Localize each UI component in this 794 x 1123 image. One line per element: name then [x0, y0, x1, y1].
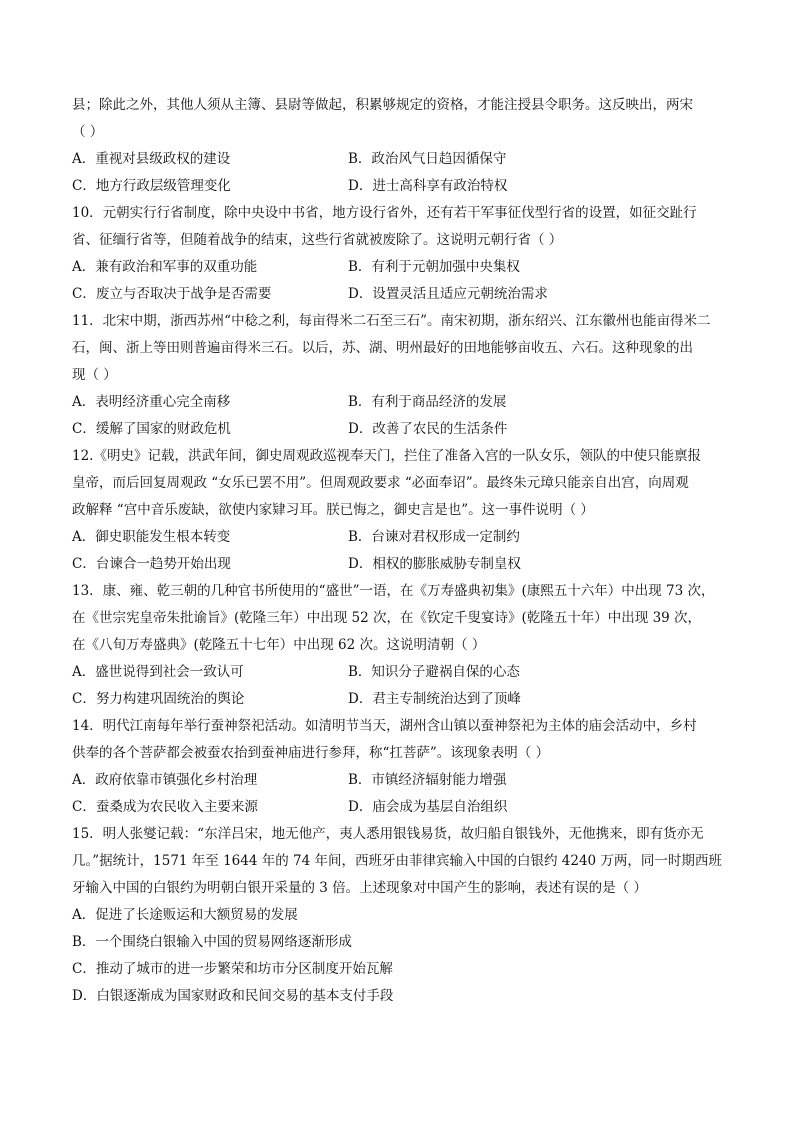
option-d[interactable]: D．设置灵活且适应元朝统治需求	[348, 286, 548, 302]
option-c[interactable]: C．努力构建巩固统治的舆论	[72, 691, 245, 707]
question-text-line: 15．明人张燮记载：“东洋吕宋，地无他产，夷人悉用银钱易货，故归船自银钱外，无他携来，即有货亦无	[72, 826, 704, 842]
option-c[interactable]: C．推动了城市的进一步繁荣和坊市分区制度开始瓦解	[72, 961, 393, 977]
option-a[interactable]: A．表明经济重心完全南移	[72, 394, 231, 410]
option-b[interactable]: B．知识分子避祸自保的心态	[348, 664, 520, 680]
option-row	[72, 281, 724, 308]
option-b[interactable]: B．市镇经济辐射能力增强	[348, 772, 507, 788]
option-row	[72, 929, 724, 956]
question-text-line: 牙输入中国的白银约为明朝白银开采量的 3 倍。上述现象对中国产生的影响，表述有误的是（ ）	[72, 880, 647, 896]
option-row	[72, 524, 724, 551]
question-13	[72, 578, 724, 713]
option-d[interactable]: D．白银逐渐成为国家财政和民间交易的基本支付手段	[72, 988, 394, 1004]
option-row	[72, 686, 724, 713]
option-c[interactable]: C．蚕桑成为农民收入主要来源	[72, 799, 258, 815]
option-a[interactable]: A．御史职能发生根本转变	[72, 529, 231, 545]
question-text-line: 现（ ）	[72, 367, 117, 383]
option-a[interactable]: A．重视对县级政权的建设	[72, 151, 231, 167]
option-row	[72, 794, 724, 821]
option-row	[72, 551, 724, 578]
option-row	[72, 659, 724, 686]
option-row	[72, 956, 724, 983]
question-text-line: 几。”据统计，1571 年至 1644 年的 74 年间，西班牙由菲律宾输入中国的白银约 4240 万两，同一时期西班	[72, 853, 722, 869]
question-14	[72, 713, 724, 821]
option-row	[72, 902, 724, 929]
option-b[interactable]: B．有利于商品经济的发展	[348, 394, 507, 410]
option-b[interactable]: B．台谏对君权形成一定制约	[348, 529, 520, 545]
question-10	[72, 200, 724, 308]
question-text-line: 在《世宗宪皇帝朱批谕旨》(乾隆三年）中出现 52 次，在《钦定千叟宴诗》(乾隆五十年）中出现 39 次，	[72, 610, 702, 626]
question-15	[72, 821, 724, 1010]
option-b[interactable]: B．一个围绕白银输入中国的贸易网络逐渐形成	[72, 934, 352, 950]
question-text-line: 11．北宋中期，浙西苏州“中稔之利，每亩得米二石至三石”。南宋初期，浙东绍兴、江东徽州也能亩得米二	[72, 313, 711, 329]
question-text-line: 10．元朝实行行省制度，除中央设中书省，地方设行省外，还有若干军事征伐型行省的设置，如征交趾行	[72, 205, 697, 221]
option-row	[72, 389, 724, 416]
question-9	[72, 92, 724, 200]
question-12	[72, 443, 724, 578]
option-c[interactable]: C．台谏合一趋势开始出现	[72, 556, 231, 572]
question-text-line: 省、征缅行省等，但随着战争的结束，这些行省就被废除了。这说明元朝行省（ ）	[72, 232, 563, 248]
question-text-line: 石，闽、浙上等田则普遍亩得米三石。以后，苏、湖、明州最好的田地能够亩收五、六石。这种现象的出	[72, 340, 693, 356]
option-d[interactable]: D．改善了农民的生活条件	[348, 421, 508, 437]
option-row	[72, 146, 724, 173]
option-d[interactable]: D．庙会成为基层自治组织	[348, 799, 508, 815]
question-text-line: 在《八旬万寿盛典》(乾隆五十七年）中出现 62 次。这说明清朝（ ）	[72, 637, 486, 653]
option-c[interactable]: C．缓解了国家的财政危机	[72, 421, 231, 437]
option-c[interactable]: C．废立与否取决于战争是否需要	[72, 286, 272, 302]
option-b[interactable]: B．有利于元朝加强中央集权	[348, 259, 520, 275]
question-text-line: 供奉的各个菩萨都会被蚕农抬到蚕神庙进行参拜，称“扛菩萨”。该现象表明（ ）	[72, 745, 550, 761]
question-text-line: 13．康、雍、乾三朝的几种官书所使用的“盛世”一语，在《万寿盛典初集》(康熙五十六年）中出现 73 次，	[72, 583, 715, 599]
option-a[interactable]: A．促进了长途贩运和大额贸易的发展	[72, 907, 298, 923]
option-a[interactable]: A．政府依靠市镇强化乡村治理	[72, 772, 258, 788]
option-d[interactable]: D．君主专制统治达到了顶峰	[348, 691, 521, 707]
question-text-line: 政解释 “宫中音乐废缺，欲使内家肄习耳。朕已悔之，御史言是也”。这一事件说明（ ）	[72, 502, 594, 518]
option-d[interactable]: D．进士高科享有政治特权	[348, 178, 508, 194]
option-a[interactable]: A．兼有政治和军事的双重功能	[72, 259, 258, 275]
option-row	[72, 767, 724, 794]
question-text-line: 县；除此之外，其他人须从主簿、县尉等做起，积累够规定的资格，才能注授县令职务。这反映出，两宋	[72, 97, 693, 113]
question-text-line: 14．明代江南每年举行蚕神祭祀活动。如清明节当天，湖州含山镇以蚕神祭祀为主体的庙会活动中，乡村	[72, 718, 697, 734]
question-11	[72, 308, 724, 443]
exam-page	[72, 92, 724, 1010]
option-row	[72, 173, 724, 200]
option-row	[72, 416, 724, 443]
question-text-line: 12.《明史》记载，洪武年间，御史周观政巡视奉天门，拦住了准备入宫的一队女乐，领队的中使只能禀报	[72, 448, 701, 464]
option-b[interactable]: B．政治风气日趋因循保守	[348, 151, 507, 167]
option-row	[72, 254, 724, 281]
option-d[interactable]: D．相权的膨胀威胁专制皇权	[348, 556, 521, 572]
option-row	[72, 983, 724, 1010]
question-text-line: 皇帝，而后回复周观政 “女乐已罢不用”。但周观政要求 “必面奉诏”。最终朱元璋只能亲自出宫，向周观	[72, 475, 689, 491]
question-text-line: （ ）	[72, 124, 104, 140]
option-a[interactable]: A．盛世说得到社会一致认可	[72, 664, 244, 680]
option-c[interactable]: C．地方行政层级管理变化	[72, 178, 231, 194]
